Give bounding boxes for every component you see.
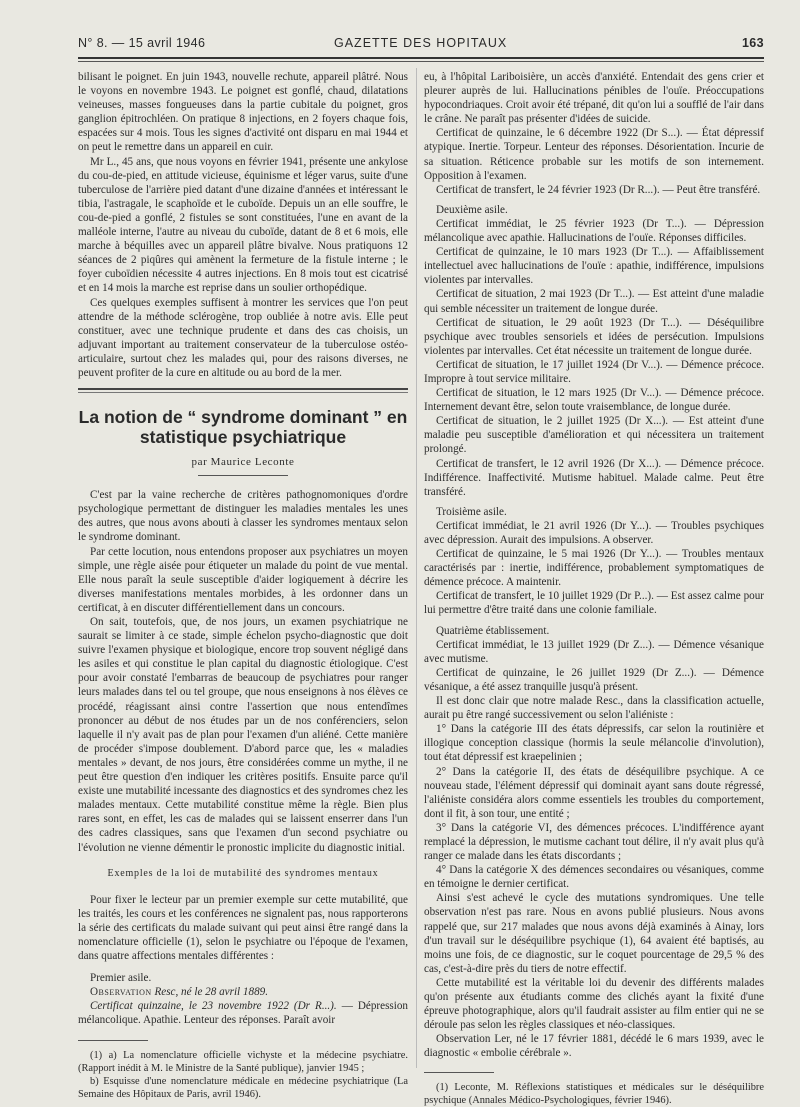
certificate-line — [78, 999, 408, 1027]
paragraph: Certificat de quinzaine, le 5 mai 1926 (Dr Y...). — Troubles mentaux caractérisés par : inertie, indifférence, probablement symptomatiques de démence précoce. A maintenir. — [424, 548, 764, 589]
paragraph: Certificat immédiat, le 13 juillet 1929 (Dr Z...). — Démence vésanique avec mutisme. — [424, 638, 764, 665]
paragraph: C'est par la vaine recherche de critères pathognomoniques d'ordre psychologique permettant de distinguer les maladies mentales les unes des autres, que nous avons abouti à classer les syndromes mentaux selon le syndrome dominant. — [78, 489, 408, 544]
paragraph: Certificat de quinzaine, le 26 juillet 1929 (Dr Z...). — Démence vésanique, a été assez tranquille jusqu'à présent. — [424, 666, 764, 693]
paragraph: 4° Dans la catégorie X des démences secondaires ou vésaniques, comme en témoigne le dernier certificat. — [424, 864, 764, 891]
journal-title: GAZETTE DES HOPITAUX — [334, 36, 508, 50]
paragraph: Pour fixer le lecteur par un premier exemple sur cette mutabilité, que les traités, les cours et les conférences ne signalent pas, nous rapporterons la série des certificats du malade suivant qui peut ainsi être rangé dans la nomenclature officielle (1), selon le psychiatre ou l'époque de l'examen, dans quatre affections mentales différentes : — [78, 893, 408, 963]
observation-label: Observation — [90, 986, 152, 999]
paragraph: Certificat de transfert, le 10 juillet 1929 (Dr P...). — Est assez calme pour lui permettre d'être traité dans une colonie familiale. — [424, 590, 764, 617]
header-rule-thin — [78, 61, 764, 62]
article-title: La notion de “ syndrome dominant ” en statistique psychiatrique — [78, 407, 408, 448]
paragraph: Certificat de situation, 2 mai 1923 (Dr T...). — Est atteint d'une maladie qui semble nécessiter un traitement de longue durée. — [424, 288, 764, 315]
footnote-rule — [78, 1040, 148, 1041]
certificate-text: — Dépression mélancolique. Apathie. Lenteur des réponses. Paraît avoir — [78, 1000, 408, 1027]
paragraph: Par cette locution, nous entendons proposer aux psychiatres un moyen simple, une règle aisée pour étiqueter un malade du point de vue mental. Elle nous paraît la seule susceptible d'aider logiquement à décrire les diverses manifestations mentales morbides, à les ordonner dans un certificat, à en discuter différentiellement dans un concours. — [78, 545, 408, 614]
right-column — [424, 70, 764, 1107]
paragraph: Certificat de transfert, le 24 février 1923 (Dr R...). — Peut être transféré. — [436, 183, 761, 196]
observation-text: Resc, né le 28 avril 1889. — [154, 986, 268, 999]
paragraph: Certificat de quinzaine, le 6 décembre 1922 (Dr S...). — État dépressif atypique. Inertie. Torpeur. Lenteur des réponses. Désorientation. Incurie de sa situation. Réticence probable sur les motifs de son internement. Opposition à l'examen. — [424, 127, 764, 182]
section-subhead: Exemples de la loi de mutabilité des syndromes mentaux — [107, 867, 379, 879]
paragraph: Certificat immédiat, le 21 avril 1926 (Dr Y...). — Troubles psychiques avec dépression. Aurait des impulsions. A observer. — [424, 519, 764, 546]
paragraph: Cette mutabilité est la véritable loi du devenir des différents malades qu'on présente aux étudiants comme des clichés ayant la fixité d'une épreuve photographique, alors qu'il faudrait assister au film entier qui ne se déroule pas selon les règles classiques et néo-classiques. — [424, 976, 764, 1032]
paragraph: Certificat de quinzaine, le 10 mars 1923 (Dr T...). — Affaiblissement intellectuel avec hallucinations de l'ouïe : apathie, indifférence, impulsions violentes par intervalles. — [424, 246, 764, 287]
asylum-heading: Quatrième établissement. — [436, 624, 550, 637]
article-byline: par Maurice Leconte — [191, 456, 295, 469]
paragraph: Certificat de situation, le 17 juillet 1924 (Dr V...). — Démence précoce. Impropre à tout service militaire. — [424, 358, 764, 385]
footnote: b) Esquisse d'une nomenclature médicale en médecine psychiatrique (La Semaine des Hôpitaux de Paris, avril 1946). — [78, 1075, 408, 1100]
header-rule — [78, 57, 764, 59]
section-separator — [78, 388, 408, 393]
paragraph: Certificat de transfert, le 12 avril 1926 (Dr X...). — Démence précoce. Indifférence. Inaffectivité. Mutisme habituel. Malade calme. Peut être transféré. — [424, 457, 764, 498]
left-column — [78, 70, 408, 1101]
paragraph: Certificat immédiat, le 25 février 1923 (Dr T...). — Dépression mélancolique avec apathie. Hallucinations de l'ouïe. Réponses difficiles. — [424, 217, 764, 245]
column-divider — [416, 68, 417, 1068]
footnote: (1) Leconte, M. Réflexions statistiques et médicales sur le déséquilibre psychique (Annales Médico-Psychologiques, février 1946). — [424, 1082, 764, 1107]
asylum-heading: Premier asile. — [90, 972, 152, 985]
footnote-rule — [424, 1072, 494, 1073]
asylum-heading: Deuxième asile. — [436, 203, 508, 216]
running-head — [78, 36, 764, 56]
issue-date: N° 8. — 15 avril 1946 — [78, 36, 206, 50]
paragraph: Mr L., 45 ans, que nous voyons en février 1941, présente une ankylose du cou-de-pied, en attitude vicieuse, équinisme et léger varus, suite d'une tuberculose de l'arrière pied datant d'une dizaine d'années et intéressant le tibia, l'astragale, le scaphoïde et le cuboïde. Depuis un an elle souffre, le cou-de-pied a gonflé, 2 fistules se sont constituées, l'une en avant de la malléole interne, l'autre au niveau du cuboïde, datant de 8 et 6 mois, elle marche à béquilles avec un appareil plâtre bivalve. Nous pratiquons 12 séances de 2 piqûres qui amènent la fermeture de la fistule interne ; le foyer cuboïdien nécessite 4 autres injections. En 8 mois tout est cicatrisé et en 14 mois la marche est reprise dans un soulier orthopédique. — [78, 155, 408, 295]
paragraph: 3° Dans la catégorie VI, des démences précoces. L'indifférence ayant remplacé la dépression, le mutisme cachant tout délire, il n'y avait plus qu'à ranger ce malade dans les états discordants ; — [424, 821, 764, 863]
asylum-heading: Troisième asile. — [436, 505, 507, 518]
paragraph: Il est donc clair que notre malade Resc., dans la classification actuelle, aurait pu être rangé successivement ou selon l'aliéniste : — [424, 695, 764, 722]
paragraph: 2° Dans la catégorie II, des états de déséquilibre psychique. A ce nouveau stade, l'élément dépressif qui dominait ayant sans doute régressé, l'aliéniste considéra alors comme essentiels les troubles du comportement, dont il fit, à son tour, une entité ; — [424, 765, 764, 820]
paragraph: bilisant le poignet. En juin 1943, nouvelle rechute, appareil plâtré. Nous le voyons en novembre 1943. Le poignet est gonflé, chaud, dilatations veineuses, masses fongueuses dans la partie cubitale du poignet, gros ganglion épitrochléen. On pratique 8 injections, en 2 foyers chaque fois, espacées sur 4 mois. Tous les signes d'activité ont disparu en mai 1944 et on peut le remettre dans un appareil en cuir. — [78, 71, 408, 154]
paragraph: eu, à l'hôpital Lariboisière, un accès d'anxiété. Entendait des gens crier et pleurer auprès de lui. Hallucinations pénibles de l'ouïe. Préoccupations hypocondriaques. Croit avoir été trépané, dit qu'on lui a soufflé de l'air dans le crâne. Ne paraît pas présenter d'idées de suicide. — [424, 71, 764, 126]
footnotes — [78, 1049, 408, 1101]
paragraph: Ainsi s'est achevé le cycle des mutations syndromiques. Une telle observation n'est pas rare. Nous en avons publié plusieurs. Nous avons rappelé que, sur 217 malades que nous avons déjà examinés à Ainay, lors d'un travail sur le déséquilibre psychique (1), 64 avaient été baptisés, au moins une fois, de ce diagnostic, sur le coquet pourcentage de 29,5 % des cas, c'est-à-dire près du tiers de notre effectif. — [424, 892, 764, 975]
paragraph: On sait, toutefois, que, de nos jours, un examen psychiatrique ne saurait se limiter à ce stade, simple échelon psycho-diagnostic que doit suivre l'examen physique et biologique, encore trop souvent négligé dans les asiles et qui constitue le plan capital du diagnostic étiologique. C'est pour avoir constaté l'embarras de beaucoup de psychiatres pour ranger leurs malades dans tel ou tel groupe, que nous enseignons à nos élèves ce procédé, réagissant ainsi contre l'assertion que nous entendîmes prononcer au début de nos études par un de nos conférenciers, selon laquelle il n'y avait pas de plan pour l'examen d'un aliéné. Cette manière de procéder s'impose doublement. D'abord parce que, les « maladies mentales » devant, de nos jours, être considérées comme un mythe, il ne peut être question d'en indiquer les critères positifs. Ensuite parce qu'il existe une mutabilité incessante des diagnostics et des syndromes chez les malades mentaux. Cette mutabilité constitue même la règle. Bien plus rares sont, en effet, les cas de malades qui se laissent enserrer dans l'un des cadres classiques, sans que l'examen d'un second psychiatre ou l'évolution ne vienne démentir le pronostic implicite du diagnostic initial. — [78, 616, 408, 854]
footnote: (1) a) La nomenclature officielle vichyste et la médecine psychiatre. (Rapport inédit à M. le Ministre de la Santé publique), janvier 1945 ; — [78, 1049, 408, 1074]
footnotes — [424, 1081, 764, 1107]
title-rule — [198, 475, 288, 476]
observation-line — [78, 985, 408, 999]
page-number: 163 — [741, 36, 764, 50]
paragraph: Certificat de situation, le 12 mars 1925 (Dr V...). — Démence précoce. Internement devant être, selon toute vraisemblance, de longue durée. — [424, 387, 764, 414]
paragraph: Certificat de situation, le 29 août 1923 (Dr T...). — Déséquilibre psychique avec troubles sensoriels et idées de persécution. Impulsions violentes par intervalles. Cet état nécessite un traitement de longue durée. — [424, 316, 764, 357]
paragraph: Certificat de situation, le 2 juillet 1925 (Dr X...). — Est atteint d'une maladie peu susceptible d'amélioration et qui nécessitera un traitement prolongé. — [424, 415, 764, 456]
paragraph: 1° Dans la catégorie III des états dépressifs, car selon la routinière et illogique conception classique (hormis la seule mélancolie d'involution), tout état dépressif est kraepelinien ; — [424, 723, 764, 764]
paragraph: Ces quelques exemples suffisent à montrer les services que l'on peut attendre de la méthode sclérogène, trop oubliée à notre avis. Elle peut constituer, avec une technique prudente et dans des cas choisis, un adjuvant important au traitement conservateur de la tuberculose ostéo-articulaire, surtout chez les malades qui, pour des raisons diverses, ne peuvent profiter de la cure en altitude ou au bord de la mer. — [78, 296, 408, 379]
paragraph: Observation Ler, né le 17 février 1881, décédé le 6 mars 1939, avec le diagnostic « embolie cérébrale ». — [424, 1033, 764, 1060]
certificate-label: Certificat quinzaine, le 23 novembre 1922 (Dr R...). — [90, 1000, 337, 1013]
